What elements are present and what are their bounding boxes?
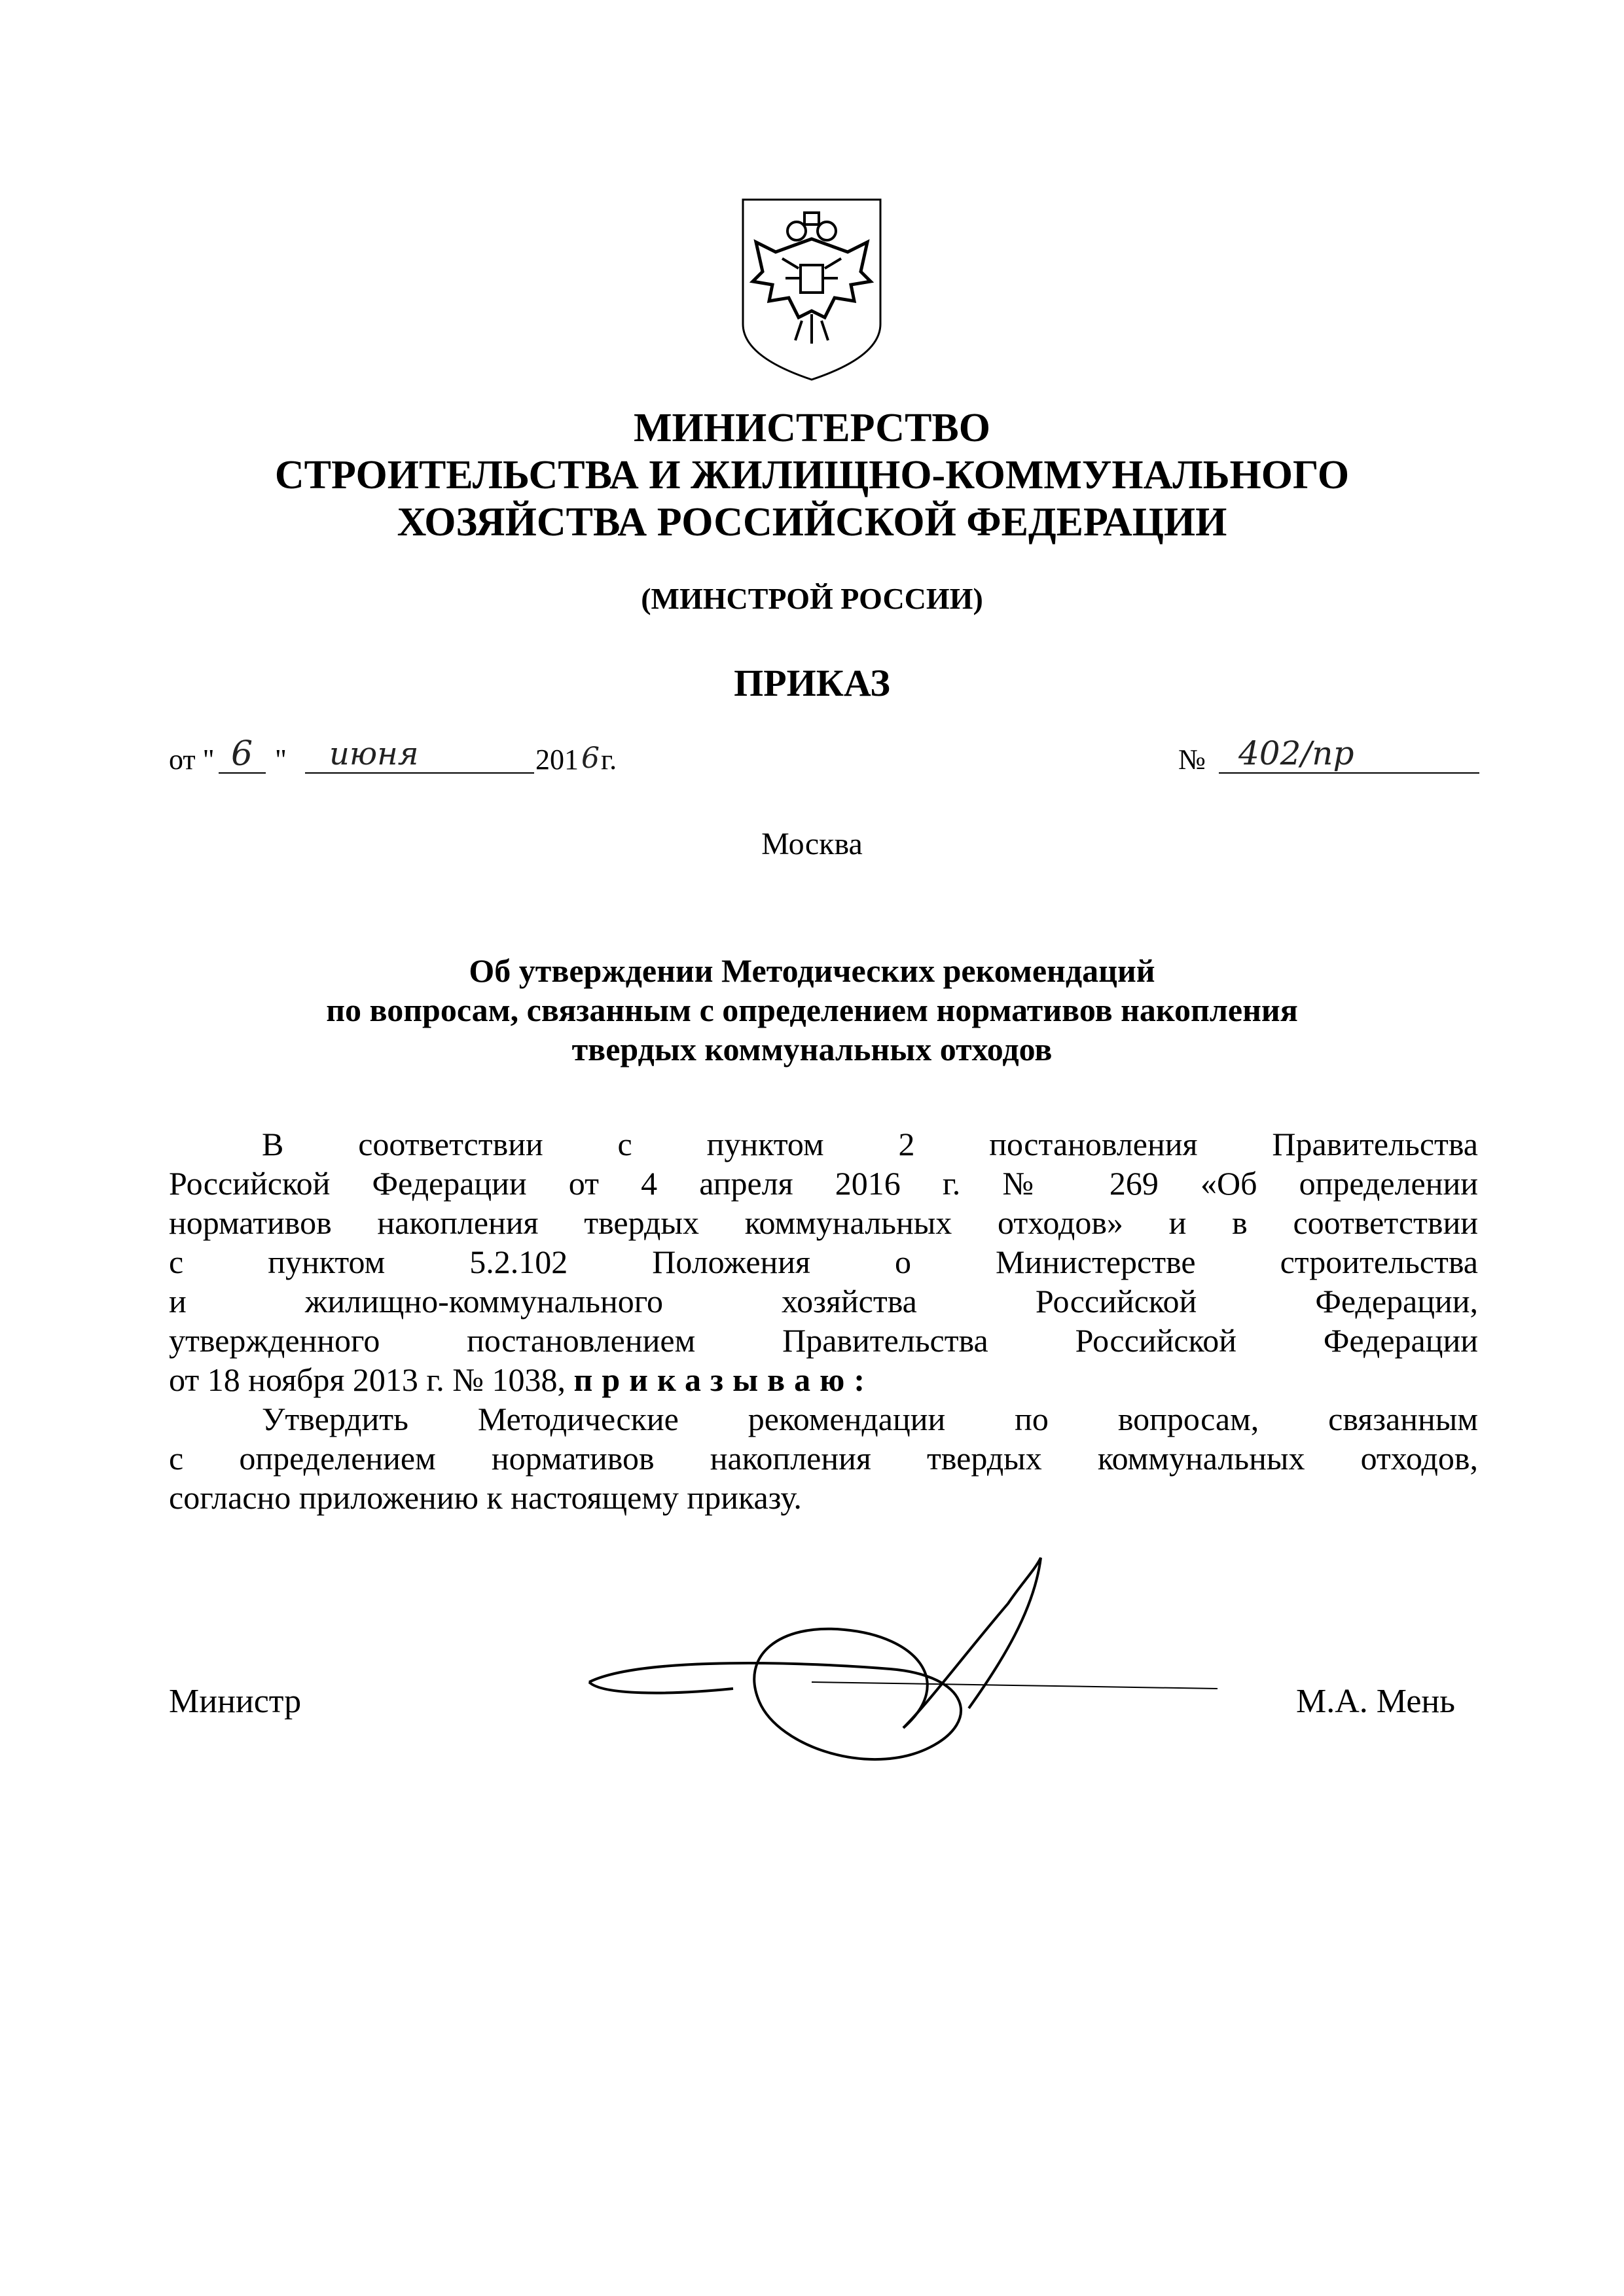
body-line-last xyxy=(169,1360,1478,1399)
body-line: Утвердить Методические рекомендации по вопросам, связанным xyxy=(262,1401,1478,1437)
coat-of-arms-emblem xyxy=(736,193,887,383)
body-line: утвержденного постановлением Правительства Российской Федерации xyxy=(169,1322,1478,1359)
document-type-title: ПРИКАЗ xyxy=(734,662,890,704)
date-prefix: от " xyxy=(169,744,215,776)
year-suffix: г. xyxy=(601,744,617,776)
body-line: и жилищно-коммунального хозяйства Российской Федерации, xyxy=(169,1283,1478,1319)
city: Москва xyxy=(761,827,863,861)
handwritten-day: 6 xyxy=(231,734,253,774)
handwritten-number: 402/пр xyxy=(1238,734,1354,772)
number-underline xyxy=(1219,772,1479,774)
ministry-name-line-1: МИНИСТЕРСТВО xyxy=(633,406,990,450)
subject-line-3: твердых коммунальных отходов xyxy=(571,1031,1053,1067)
year-prefix: 201 xyxy=(535,744,579,776)
date-quote-close: " xyxy=(275,744,287,776)
body-paragraph-2 xyxy=(169,1399,1478,1517)
decree-reference: от 18 ноября 2013 г. № 1038, xyxy=(169,1361,566,1398)
date-line xyxy=(169,734,666,784)
body-line: с определением нормативов накопления твердых коммунальных отходов, xyxy=(169,1440,1478,1477)
body-line: с пунктом 5.2.102 Положения о Министерстве строительства xyxy=(169,1244,1478,1280)
signatory-name: М.А. Мень xyxy=(1296,1683,1455,1720)
handwritten-year-digit: 6 xyxy=(581,742,600,775)
ministry-short-name: (МИНСТРОЙ РОССИИ) xyxy=(641,582,983,615)
order-number xyxy=(1178,734,1479,784)
body-line: Российской Федерации от 4 апреля 2016 г. № 269 «Об определении xyxy=(169,1165,1478,1202)
month-underline xyxy=(305,772,534,774)
body-paragraph-1 xyxy=(169,1124,1478,1399)
number-label: № xyxy=(1178,744,1206,776)
handwritten-signature xyxy=(563,1532,1283,1826)
subject-line-2: по вопросам, связанным с определением нормативов накопления xyxy=(326,992,1298,1028)
body-line: В соответствии с пунктом 2 постановления Правительства xyxy=(262,1126,1478,1162)
ministry-name-line-2: СТРОИТЕЛЬСТВА И ЖИЛИЩНО-КОММУНАЛЬНОГО xyxy=(274,453,1350,497)
ministry-name-line-3: ХОЗЯЙСТВА РОССИЙСКОЙ ФЕДЕРАЦИИ xyxy=(397,500,1227,545)
body-line-last: согласно приложению к настоящему приказу. xyxy=(169,1479,802,1516)
subject-line-1: Об утверждении Методических рекомендаций xyxy=(469,952,1155,989)
body-line: нормативов накопления твердых коммунальных отходов» и в соответствии xyxy=(169,1204,1478,1241)
handwritten-month: июня xyxy=(329,736,419,772)
order-verb: приказываю: xyxy=(573,1361,874,1398)
signatory-position: Министр xyxy=(169,1683,302,1720)
